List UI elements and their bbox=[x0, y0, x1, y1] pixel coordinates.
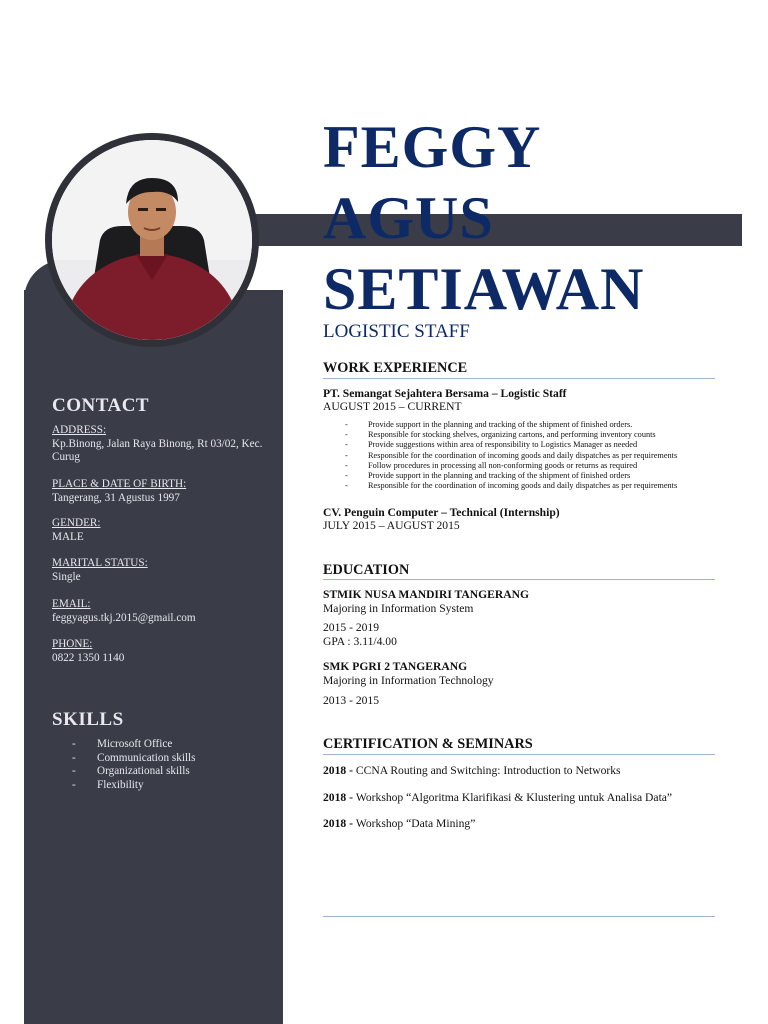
section-divider bbox=[323, 378, 715, 379]
contact-heading: CONTACT bbox=[52, 395, 150, 416]
cert-separator: - bbox=[346, 817, 356, 830]
phone-value: 0822 1350 1140 bbox=[52, 651, 125, 664]
school-name-text: STMIK NUSA MANDIRI TANGERANG bbox=[323, 588, 530, 601]
school-years: 2015 - 2019 bbox=[323, 621, 380, 634]
skill-item: - Flexibility bbox=[72, 779, 196, 793]
skill-item: - Communication skills bbox=[72, 752, 196, 766]
education-heading: EDUCATION bbox=[323, 562, 410, 578]
contact-gender bbox=[52, 517, 272, 544]
cert-year: 2018 bbox=[323, 817, 347, 830]
skill-item: - Organizational skills bbox=[72, 765, 196, 779]
job-title-text: CV. Penguin Computer – Technical (Internship) bbox=[323, 506, 560, 519]
job-duty: - Provide support in the planning and tracking of the shipment of finished orders. bbox=[345, 420, 677, 430]
contact-phone bbox=[52, 638, 272, 665]
cert-year: 2018 bbox=[323, 764, 347, 777]
cert-year: 2018 bbox=[323, 791, 347, 804]
skill-item: - Microsoft Office bbox=[72, 738, 196, 752]
cert-separator: - bbox=[346, 791, 356, 804]
section-divider bbox=[323, 579, 715, 580]
person-name-line: SETIAWAN bbox=[323, 256, 645, 322]
skills-heading: SKILLS bbox=[52, 709, 124, 730]
gender-label: GENDER: bbox=[52, 517, 101, 529]
job-duty: - Responsible for stocking shelves, organizing cartons, and performing inventory counts bbox=[345, 430, 677, 440]
job-duty: - Responsible for the coordination of incoming goods and daily dispatches as per requirements bbox=[345, 481, 677, 491]
certification-item bbox=[323, 764, 621, 778]
school-major: Majoring in Information Technology bbox=[323, 674, 494, 687]
job-duty: - Provide support in the planning and tracking of the shipment of finished orders bbox=[345, 471, 677, 481]
person-portrait-icon bbox=[52, 140, 252, 340]
cert-text: Workshop “Data Mining” bbox=[355, 817, 476, 830]
phone-label: PHONE: bbox=[52, 638, 93, 650]
school-name-text: SMK PGRI 2 TANGERANG bbox=[323, 660, 468, 673]
skills-list bbox=[72, 738, 196, 792]
cert-separator: - bbox=[346, 764, 356, 777]
job-title bbox=[323, 506, 560, 520]
cert-text: CCNA Routing and Switching: Introduction to Networks bbox=[355, 764, 621, 777]
school-years: 2013 - 2015 bbox=[323, 694, 380, 707]
birth-label: PLACE & DATE OF BIRTH: bbox=[52, 478, 187, 490]
school-major: Majoring in Information System bbox=[323, 602, 474, 615]
job-period: AUGUST 2015 – CURRENT bbox=[323, 400, 462, 413]
work-heading: WORK EXPERIENCE bbox=[323, 360, 468, 376]
job-duty: - Follow procedures in processing all non-conforming goods or returns as required bbox=[345, 461, 677, 471]
gender-value: MALE bbox=[52, 530, 84, 543]
person-name-line: AGUS bbox=[323, 185, 494, 251]
address-value: Kp.Binong, Jalan Raya Binong, Rt 03/02, Kec. Curug bbox=[52, 437, 263, 463]
section-divider bbox=[323, 916, 715, 917]
job-duty: - Responsible for the coordination of incoming goods and daily dispatches as per requirements bbox=[345, 451, 677, 461]
job-title-text: PT. Semangat Sejahtera Bersama – Logistic Staff bbox=[323, 387, 567, 400]
school-name bbox=[323, 588, 529, 602]
birth-value: Tangerang, 31 Agustus 1997 bbox=[52, 491, 180, 504]
section-divider bbox=[323, 754, 715, 755]
job-role: LOGISTIC STAFF bbox=[323, 321, 470, 342]
certification-heading: CERTIFICATION & SEMINARS bbox=[323, 736, 533, 752]
job-duties-list bbox=[345, 420, 677, 491]
cert-text: Workshop “Algoritma Klarifikasi & Klustering untuk Analisa Data” bbox=[355, 791, 673, 804]
certification-item bbox=[323, 791, 672, 805]
job-duty: - Provide suggestions within area of responsibility to Logistics Manager as needed bbox=[345, 440, 677, 450]
contact-address bbox=[52, 424, 272, 465]
person-name bbox=[323, 112, 644, 325]
email-value[interactable]: feggyagus.tkj.2015@gmail.com bbox=[52, 611, 196, 624]
contact-email bbox=[52, 598, 272, 625]
contact-marital bbox=[52, 557, 272, 584]
person-name-line: FEGGY bbox=[323, 114, 542, 180]
school-name bbox=[323, 660, 467, 674]
job-period: JULY 2015 – AUGUST 2015 bbox=[323, 519, 460, 532]
certification-item bbox=[323, 817, 475, 831]
email-label: EMAIL: bbox=[52, 598, 91, 610]
address-label: ADDRESS: bbox=[52, 424, 107, 436]
marital-value: Single bbox=[52, 570, 81, 583]
contact-birth bbox=[52, 478, 272, 505]
profile-photo bbox=[52, 140, 252, 340]
job-title bbox=[323, 387, 567, 401]
marital-label: MARITAL STATUS: bbox=[52, 557, 148, 569]
school-gpa: GPA : 3.11/4.00 bbox=[323, 635, 397, 648]
